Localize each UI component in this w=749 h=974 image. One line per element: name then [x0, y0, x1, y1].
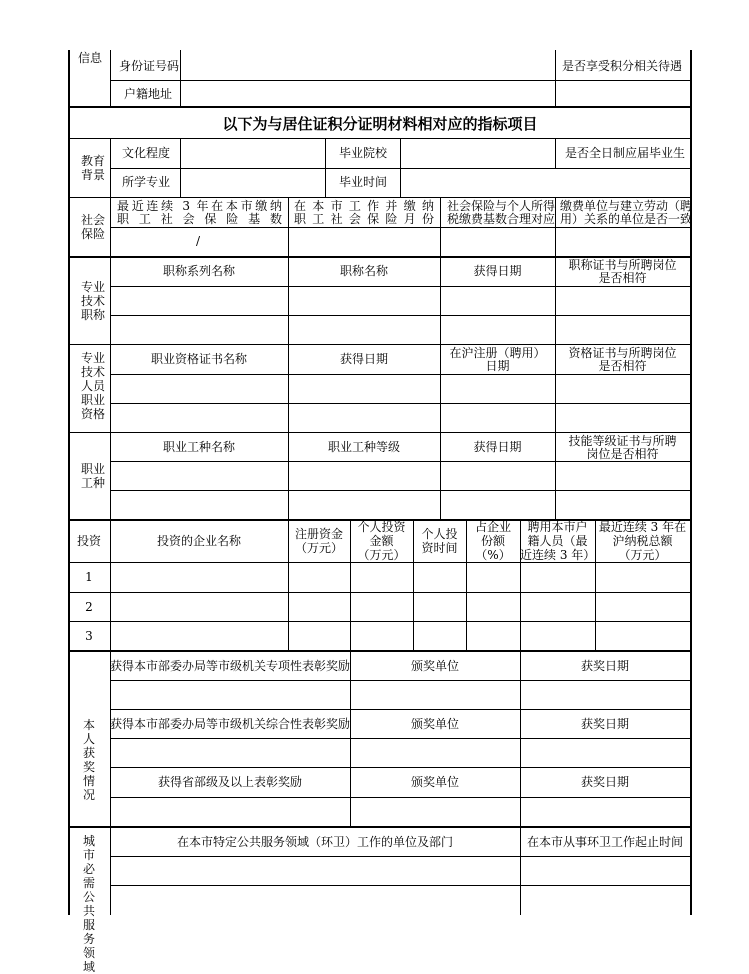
- title-date-header: 获得日期: [473, 264, 522, 278]
- title-match-line1: 职称证书与所聘岗位: [568, 258, 677, 272]
- award-provincial-header: 获得省部级及以上表彰奖励: [157, 775, 302, 789]
- si-col3-line1: 社会保险与个人所得: [447, 199, 556, 213]
- title-series-header: 职称系列名称: [162, 264, 235, 278]
- title-match-line2: 是否相符: [598, 271, 647, 285]
- grad-time-label: 毕业时间: [339, 175, 388, 189]
- inv-tax-line1: 最近连续 3 年在: [598, 520, 687, 534]
- inv-share-line2: 份额: [480, 534, 505, 548]
- inv-company-header: 投资的企业名称: [156, 534, 241, 548]
- education-section-label: 教育背景: [80, 154, 105, 182]
- inv-amount-line1: 个人投资: [357, 520, 406, 534]
- qual-cert-header: 职业资格证书名称: [150, 352, 247, 366]
- social-insurance-section-label: 社会保险: [80, 213, 105, 241]
- award-issuer-header: 颁奖单位: [410, 775, 459, 789]
- border-left: [68, 50, 70, 915]
- occ-match-line2: 岗位是否相符: [586, 447, 659, 461]
- award-issuer-header: 颁奖单位: [410, 659, 459, 673]
- occ-date-header: 获得日期: [473, 440, 522, 454]
- si-col1-line2: 职工社会保险基数: [117, 212, 282, 226]
- fresh-graduate-label: 是否全日制应届毕业生: [565, 146, 686, 160]
- border-right: [690, 50, 692, 915]
- qualification-section-label: 专业技术人员职业资格: [80, 351, 105, 421]
- inv-time-line2: 资时间: [421, 541, 458, 555]
- education-level-label: 文化程度: [122, 146, 171, 160]
- inv-share-line1: 占企业: [474, 520, 511, 534]
- inv-capital-line2: （万元）: [294, 541, 343, 555]
- awards-section-label: 本人获奖情况: [82, 718, 95, 802]
- major-label: 所学专业: [122, 175, 171, 189]
- inv-share-line3: （%）: [475, 548, 511, 562]
- qual-match-line1: 资格证书与所聘岗位: [568, 346, 677, 360]
- si-col4-line2: 用）关系的单位是否一致: [560, 212, 693, 226]
- professional-title-section-label: 专业技术职称: [80, 280, 105, 322]
- occ-level-header: 职业工种等级: [327, 440, 400, 454]
- inv-row-number: 1: [85, 570, 93, 584]
- award-date-header: 获奖日期: [580, 717, 629, 731]
- public-service-section-label: 城市必需公共服务领域: [82, 834, 95, 974]
- inv-tax-line2: 沪纳税总额: [612, 534, 673, 548]
- info-section-label: 信息: [78, 51, 103, 65]
- award-date-header: 获奖日期: [580, 775, 629, 789]
- inv-amount-line2: 金额: [369, 534, 394, 548]
- award-date-header: 获奖日期: [580, 659, 629, 673]
- ps-unit-header: 在本市特定公共服务领域（环卫）工作的单位及部门: [176, 835, 453, 849]
- points-question-label: 是否享受积分相关待遇: [562, 59, 683, 73]
- award-special-header: 获得本市部委办局等市级机关专项性表彰奖励: [110, 659, 351, 673]
- inv-hire-line1: 聘用本市户: [527, 520, 588, 534]
- id-number-label: 身份证号码: [119, 59, 180, 73]
- title-name-header: 职称名称: [339, 264, 388, 278]
- qual-reg-line1: 在沪注册（聘用）: [449, 346, 546, 360]
- si-col4-line1: 缴费单位与建立劳动（聘: [560, 199, 693, 213]
- inv-hire-line3: 近连续 3 年）: [520, 548, 596, 562]
- si-col2-line2: 职工社会保险月份: [294, 212, 434, 226]
- inv-tax-line3: （万元）: [618, 548, 667, 562]
- indicators-title: 以下为与居住证积分证明材料相对应的指标项目: [222, 115, 538, 133]
- award-issuer-header: 颁奖单位: [410, 717, 459, 731]
- investment-section-label: 投资: [76, 534, 101, 548]
- award-general-header: 获得本市部委办局等市级机关综合性表彰奖励: [110, 717, 351, 731]
- inv-amount-line3: （万元）: [357, 548, 406, 562]
- si-col1-line1: 最近连续 3 年在本市缴纳: [117, 199, 282, 213]
- ps-period-header: 在本市从事环卫工作起止时间: [526, 835, 683, 849]
- inv-time-line1: 个人投: [421, 527, 458, 541]
- occ-match-line1: 技能等级证书与所聘: [568, 434, 677, 448]
- inv-row-number: 3: [85, 629, 93, 643]
- inv-row-number: 2: [85, 600, 93, 614]
- si-col3-line2: 税缴费基数合理对应: [447, 212, 556, 226]
- si-col2-line1: 在本市工作并缴纳: [294, 199, 434, 213]
- school-label: 毕业院校: [339, 146, 388, 160]
- qual-match-line2: 是否相符: [598, 359, 647, 373]
- qual-date-header: 获得日期: [339, 352, 388, 366]
- si-slash: /: [196, 234, 201, 248]
- occupation-section-label: 职业工种: [80, 462, 105, 490]
- inv-capital-line1: 注册资金: [294, 527, 343, 541]
- qual-reg-line2: 日期: [485, 359, 510, 373]
- occ-name-header: 职业工种名称: [162, 440, 235, 454]
- household-label: 户籍地址: [124, 87, 173, 101]
- inv-hire-line2: 籍人员（最: [527, 534, 588, 548]
